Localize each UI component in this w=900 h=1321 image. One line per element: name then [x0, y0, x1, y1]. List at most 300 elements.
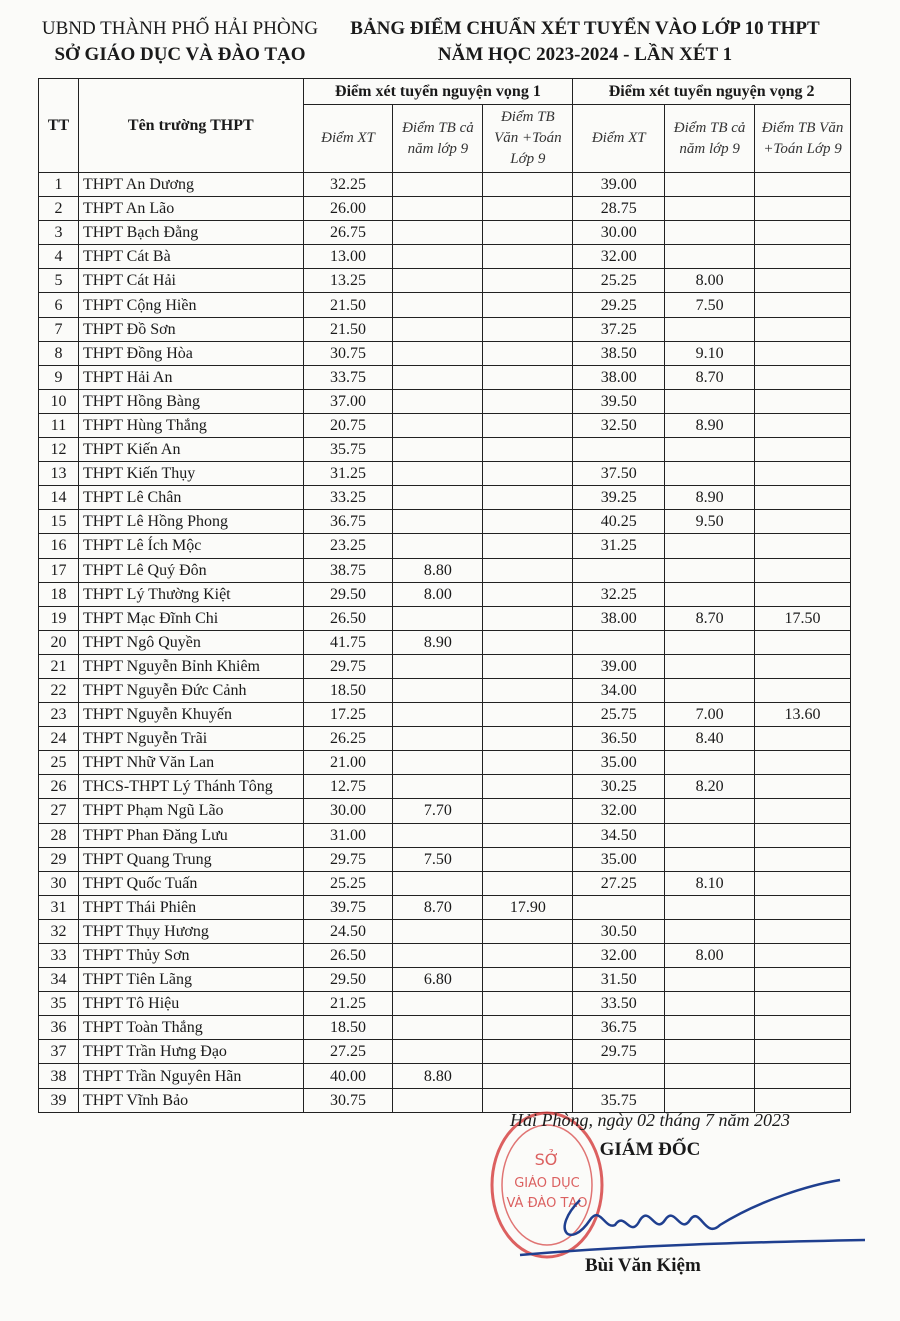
- score-cell: [755, 944, 851, 968]
- score-cell: [755, 173, 851, 197]
- score-cell: [755, 510, 851, 534]
- score-cell: [483, 654, 573, 678]
- score-cell: [573, 558, 665, 582]
- school-name: THPT Cộng Hiền: [78, 293, 303, 317]
- score-cell: [755, 727, 851, 751]
- score-cell: 17.90: [483, 895, 573, 919]
- score-cell: 41.75: [303, 630, 393, 654]
- score-cell: 32.50: [573, 413, 665, 437]
- row-number: 8: [39, 341, 79, 365]
- score-cell: 21.00: [303, 751, 393, 775]
- score-cell: 8.70: [393, 895, 483, 919]
- school-name: THPT Ngô Quyền: [78, 630, 303, 654]
- score-cell: [755, 558, 851, 582]
- score-cell: [393, 1016, 483, 1040]
- score-cell: [483, 1016, 573, 1040]
- score-cell: [665, 173, 755, 197]
- score-cell: [483, 582, 573, 606]
- score-cell: [483, 462, 573, 486]
- table-row: [39, 606, 851, 630]
- score-cell: 33.75: [303, 365, 393, 389]
- score-cell: 25.75: [573, 703, 665, 727]
- score-cell: [483, 847, 573, 871]
- score-cell: [483, 1064, 573, 1088]
- score-cell: [393, 486, 483, 510]
- score-cell: [665, 847, 755, 871]
- score-cell: 30.50: [573, 919, 665, 943]
- score-cell: 8.40: [665, 727, 755, 751]
- score-cell: [755, 751, 851, 775]
- score-cell: 7.50: [393, 847, 483, 871]
- subheader-5: Điểm TB Văn +Toán Lớp 9: [755, 105, 851, 173]
- score-cell: 29.75: [303, 847, 393, 871]
- school-name: THPT Hải An: [78, 365, 303, 389]
- score-cell: 8.90: [393, 630, 483, 654]
- score-cell: 38.75: [303, 558, 393, 582]
- table-row: [39, 245, 851, 269]
- score-cell: [393, 992, 483, 1016]
- school-name: THPT Kiến Thụy: [78, 462, 303, 486]
- score-cell: 7.70: [393, 799, 483, 823]
- score-cell: [483, 703, 573, 727]
- table-row: [39, 317, 851, 341]
- score-cell: 32.00: [573, 799, 665, 823]
- school-name: THPT Nguyễn Bỉnh Khiêm: [78, 654, 303, 678]
- score-cell: 8.00: [665, 944, 755, 968]
- table-row: [39, 438, 851, 462]
- score-cell: [573, 895, 665, 919]
- school-name: THPT Cát Hải: [78, 269, 303, 293]
- school-name: THPT An Dương: [78, 173, 303, 197]
- score-cell: 8.00: [393, 582, 483, 606]
- table-row: [39, 678, 851, 702]
- org-line-2: SỞ GIÁO DỤC VÀ ĐÀO TẠO: [54, 44, 306, 65]
- row-number: 27: [39, 799, 79, 823]
- score-cell: 29.25: [573, 293, 665, 317]
- score-cell: 30.00: [573, 221, 665, 245]
- score-cell: 39.50: [573, 389, 665, 413]
- score-cell: 17.50: [755, 606, 851, 630]
- score-cell: [755, 847, 851, 871]
- school-name: THPT Phạm Ngũ Lão: [78, 799, 303, 823]
- score-cell: [755, 341, 851, 365]
- score-cell: [665, 992, 755, 1016]
- school-name: THPT Vĩnh Bảo: [78, 1088, 303, 1112]
- school-name: THPT Lý Thường Kiệt: [78, 582, 303, 606]
- row-number: 26: [39, 775, 79, 799]
- row-number: 21: [39, 654, 79, 678]
- score-cell: 29.50: [303, 582, 393, 606]
- score-cell: [755, 269, 851, 293]
- score-cell: [755, 365, 851, 389]
- score-cell: 34.50: [573, 823, 665, 847]
- score-cell: [483, 919, 573, 943]
- score-cell: 9.50: [665, 510, 755, 534]
- score-cell: [665, 1064, 755, 1088]
- table-row: [39, 510, 851, 534]
- score-cell: [665, 221, 755, 245]
- score-cell: [393, 365, 483, 389]
- score-cell: [755, 582, 851, 606]
- score-cell: [665, 389, 755, 413]
- score-cell: 35.75: [573, 1088, 665, 1112]
- score-cell: [755, 317, 851, 341]
- score-cell: 30.75: [303, 1088, 393, 1112]
- score-cell: 13.25: [303, 269, 393, 293]
- score-cell: [483, 510, 573, 534]
- issuing-organization: [30, 16, 330, 68]
- score-cell: [665, 582, 755, 606]
- score-cell: [483, 245, 573, 269]
- score-cell: [665, 751, 755, 775]
- score-cell: [665, 823, 755, 847]
- sign-date: Hải Phòng, ngày 02 tháng 7 năm 2023: [510, 1110, 790, 1130]
- score-cell: [393, 341, 483, 365]
- row-number: 35: [39, 992, 79, 1016]
- row-number: 12: [39, 438, 79, 462]
- score-cell: 25.25: [573, 269, 665, 293]
- score-cell: [665, 919, 755, 943]
- score-cell: [665, 534, 755, 558]
- row-number: 34: [39, 968, 79, 992]
- score-cell: [393, 413, 483, 437]
- title-line-2: NĂM HỌC 2023-2024 - LẦN XÉT 1: [437, 44, 733, 65]
- school-name: THPT Phan Đăng Lưu: [78, 823, 303, 847]
- score-cell: [393, 871, 483, 895]
- score-cell: [483, 1040, 573, 1064]
- score-cell: [665, 317, 755, 341]
- score-cell: [393, 775, 483, 799]
- row-number: 37: [39, 1040, 79, 1064]
- score-cell: 21.25: [303, 992, 393, 1016]
- score-cell: 30.25: [573, 775, 665, 799]
- score-cell: 8.80: [393, 558, 483, 582]
- table-row: [39, 919, 851, 943]
- score-cell: 27.25: [573, 871, 665, 895]
- row-number: 19: [39, 606, 79, 630]
- table-row: [39, 341, 851, 365]
- row-number: 33: [39, 944, 79, 968]
- school-name: THPT Mạc Đĩnh Chi: [78, 606, 303, 630]
- title-line-1: BẢNG ĐIỂM CHUẨN XÉT TUYỂN VÀO LỚP 10 THPT: [350, 18, 820, 39]
- table-row: [39, 413, 851, 437]
- score-cell: [755, 992, 851, 1016]
- score-cell: 26.25: [303, 727, 393, 751]
- score-cell: [665, 462, 755, 486]
- row-number: 10: [39, 389, 79, 413]
- school-name: THPT Lê Hồng Phong: [78, 510, 303, 534]
- score-cell: [483, 413, 573, 437]
- table-row: [39, 944, 851, 968]
- table-row: [39, 173, 851, 197]
- subheader-4: Điểm TB cả năm lớp 9: [665, 105, 755, 173]
- score-cell: 26.50: [303, 606, 393, 630]
- score-cell: [665, 1040, 755, 1064]
- score-cell: [755, 245, 851, 269]
- row-number: 20: [39, 630, 79, 654]
- score-cell: [665, 968, 755, 992]
- table-row: [39, 293, 851, 317]
- row-number: 39: [39, 1088, 79, 1112]
- score-cell: [483, 727, 573, 751]
- row-number: 31: [39, 895, 79, 919]
- score-cell: [573, 438, 665, 462]
- table-row: [39, 1064, 851, 1088]
- school-name: THPT Hùng Thắng: [78, 413, 303, 437]
- score-cell: [483, 221, 573, 245]
- table-row: [39, 823, 851, 847]
- score-cell: [393, 173, 483, 197]
- score-cell: 31.00: [303, 823, 393, 847]
- score-cell: [393, 534, 483, 558]
- score-cell: 32.25: [573, 582, 665, 606]
- score-cell: 33.50: [573, 992, 665, 1016]
- score-cell: 8.70: [665, 365, 755, 389]
- score-cell: [393, 751, 483, 775]
- table-row: [39, 654, 851, 678]
- subheader-2: Điểm TB Văn +Toán Lớp 9: [483, 105, 573, 173]
- score-cell: 32.00: [573, 245, 665, 269]
- row-number: 7: [39, 317, 79, 341]
- score-cell: [393, 245, 483, 269]
- score-cell: [573, 630, 665, 654]
- school-name: THPT Thủy Sơn: [78, 944, 303, 968]
- score-cell: [393, 462, 483, 486]
- school-name: THPT Toàn Thắng: [78, 1016, 303, 1040]
- table-row: [39, 462, 851, 486]
- score-cell: [483, 365, 573, 389]
- score-cell: [483, 751, 573, 775]
- table-row: [39, 1040, 851, 1064]
- school-name: THPT Đồng Hòa: [78, 341, 303, 365]
- score-cell: 8.80: [393, 1064, 483, 1088]
- score-cell: [755, 775, 851, 799]
- score-cell: [483, 871, 573, 895]
- score-cell: 7.00: [665, 703, 755, 727]
- score-cell: [755, 438, 851, 462]
- score-cell: [755, 389, 851, 413]
- score-cell: [483, 775, 573, 799]
- score-cell: [393, 727, 483, 751]
- row-number: 25: [39, 751, 79, 775]
- table-row: [39, 775, 851, 799]
- score-cell: [483, 269, 573, 293]
- score-cell: [483, 173, 573, 197]
- header-tt: TT: [39, 79, 79, 173]
- table-row: [39, 799, 851, 823]
- row-number: 3: [39, 221, 79, 245]
- score-cell: [483, 968, 573, 992]
- school-name: THPT Đồ Sơn: [78, 317, 303, 341]
- svg-text:GIÁO DỤC: GIÁO DỤC: [514, 1176, 580, 1191]
- document-title: [330, 16, 840, 68]
- row-number: 24: [39, 727, 79, 751]
- row-number: 36: [39, 1016, 79, 1040]
- score-cell: [755, 968, 851, 992]
- table-row: [39, 871, 851, 895]
- score-cell: [573, 1064, 665, 1088]
- svg-text:SỞ: SỞ: [534, 1150, 560, 1169]
- score-cell: [483, 486, 573, 510]
- score-cell: [755, 895, 851, 919]
- row-number: 1: [39, 173, 79, 197]
- school-name: THCS-THPT Lý Thánh Tông: [78, 775, 303, 799]
- score-cell: [755, 678, 851, 702]
- score-cell: [483, 630, 573, 654]
- score-cell: 35.00: [573, 751, 665, 775]
- score-cell: 34.00: [573, 678, 665, 702]
- school-name: THPT Trần Hưng Đạo: [78, 1040, 303, 1064]
- table-row: [39, 992, 851, 1016]
- table-row: [39, 534, 851, 558]
- score-cell: [483, 558, 573, 582]
- score-cell: 30.00: [303, 799, 393, 823]
- score-cell: [755, 1040, 851, 1064]
- table-row: [39, 895, 851, 919]
- score-cell: [665, 799, 755, 823]
- table-row: [39, 1016, 851, 1040]
- score-cell: 31.25: [303, 462, 393, 486]
- score-cell: [665, 245, 755, 269]
- row-number: 14: [39, 486, 79, 510]
- score-cell: [393, 389, 483, 413]
- table-row: [39, 847, 851, 871]
- school-name: THPT Hồng Bàng: [78, 389, 303, 413]
- score-cell: 18.50: [303, 678, 393, 702]
- score-cell: [393, 678, 483, 702]
- score-cell: 39.00: [573, 173, 665, 197]
- score-cell: [483, 389, 573, 413]
- row-number: 17: [39, 558, 79, 582]
- score-cell: [393, 1088, 483, 1112]
- row-number: 18: [39, 582, 79, 606]
- svg-text:VÀ ĐÀO TẠO: VÀ ĐÀO TẠO: [506, 1196, 588, 1211]
- row-number: 22: [39, 678, 79, 702]
- score-cell: [393, 510, 483, 534]
- score-cell: [755, 293, 851, 317]
- school-name: THPT Thái Phiên: [78, 895, 303, 919]
- score-cell: [755, 1064, 851, 1088]
- score-cell: 26.50: [303, 944, 393, 968]
- score-cell: [665, 895, 755, 919]
- score-cell: 8.20: [665, 775, 755, 799]
- score-cell: [393, 221, 483, 245]
- score-cell: 26.00: [303, 197, 393, 221]
- school-name: THPT Trần Nguyên Hãn: [78, 1064, 303, 1088]
- row-number: 29: [39, 847, 79, 871]
- score-cell: [755, 630, 851, 654]
- score-cell: 35.00: [573, 847, 665, 871]
- score-cell: 32.25: [303, 173, 393, 197]
- subheader-0: Điểm XT: [303, 105, 393, 173]
- row-number: 4: [39, 245, 79, 269]
- score-cell: 21.50: [303, 293, 393, 317]
- table-row: [39, 221, 851, 245]
- org-line-1: UBND THÀNH PHỐ HẢI PHÒNG: [41, 18, 319, 39]
- score-cell: 27.25: [303, 1040, 393, 1064]
- school-name: THPT Cát Bà: [78, 245, 303, 269]
- signer-position: GIÁM ĐỐC: [599, 1139, 701, 1160]
- score-cell: 25.25: [303, 871, 393, 895]
- score-cell: 38.00: [573, 606, 665, 630]
- score-cell: 13.60: [755, 703, 851, 727]
- row-number: 13: [39, 462, 79, 486]
- score-cell: [393, 654, 483, 678]
- score-cell: [755, 221, 851, 245]
- school-name: THPT Kiến An: [78, 438, 303, 462]
- score-cell: [483, 678, 573, 702]
- school-name: THPT Thụy Hương: [78, 919, 303, 943]
- school-name: THPT Lê Ích Mộc: [78, 534, 303, 558]
- row-number: 23: [39, 703, 79, 727]
- score-cell: [393, 269, 483, 293]
- table-row: [39, 727, 851, 751]
- school-name: THPT Lê Chân: [78, 486, 303, 510]
- school-name: THPT An Lão: [78, 197, 303, 221]
- score-cell: 21.50: [303, 317, 393, 341]
- table-row: [39, 968, 851, 992]
- score-cell: [393, 197, 483, 221]
- score-cell: 39.00: [573, 654, 665, 678]
- score-cell: 26.75: [303, 221, 393, 245]
- score-cell: 38.50: [573, 341, 665, 365]
- score-cell: [483, 606, 573, 630]
- score-cell: [393, 823, 483, 847]
- score-cell: [393, 919, 483, 943]
- score-cell: [483, 293, 573, 317]
- score-cell: 12.75: [303, 775, 393, 799]
- score-cell: [483, 799, 573, 823]
- score-cell: 35.75: [303, 438, 393, 462]
- score-cell: [755, 413, 851, 437]
- score-cell: 39.25: [573, 486, 665, 510]
- row-number: 28: [39, 823, 79, 847]
- score-cell: [755, 1088, 851, 1112]
- table-row: [39, 1088, 851, 1112]
- score-cell: 7.50: [665, 293, 755, 317]
- signer-name: Bùi Văn Kiệm: [585, 1255, 701, 1276]
- score-cell: [393, 606, 483, 630]
- school-name: THPT Nguyễn Khuyến: [78, 703, 303, 727]
- header-group-2: Điểm xét tuyển nguyện vọng 2: [573, 79, 851, 105]
- score-cell: [393, 703, 483, 727]
- header-school-name: Tên trường THPT: [78, 79, 303, 173]
- subheader-1: Điểm TB cả năm lớp 9: [393, 105, 483, 173]
- header-group-1: Điểm xét tuyển nguyện vọng 1: [303, 79, 573, 105]
- row-number: 15: [39, 510, 79, 534]
- score-cell: 6.80: [393, 968, 483, 992]
- row-number: 2: [39, 197, 79, 221]
- score-cell: [755, 654, 851, 678]
- score-cell: [393, 1040, 483, 1064]
- table-row: [39, 197, 851, 221]
- score-cell: 24.50: [303, 919, 393, 943]
- score-cell: [755, 1016, 851, 1040]
- table-row: [39, 486, 851, 510]
- score-cell: [755, 823, 851, 847]
- score-cell: [483, 823, 573, 847]
- school-name: THPT Bạch Đằng: [78, 221, 303, 245]
- score-cell: [483, 992, 573, 1016]
- score-cell: [665, 438, 755, 462]
- score-table: [38, 78, 851, 1113]
- school-name: THPT Quang Trung: [78, 847, 303, 871]
- table-row: [39, 703, 851, 727]
- score-cell: 37.00: [303, 389, 393, 413]
- score-cell: 38.00: [573, 365, 665, 389]
- score-cell: 8.70: [665, 606, 755, 630]
- score-cell: 39.75: [303, 895, 393, 919]
